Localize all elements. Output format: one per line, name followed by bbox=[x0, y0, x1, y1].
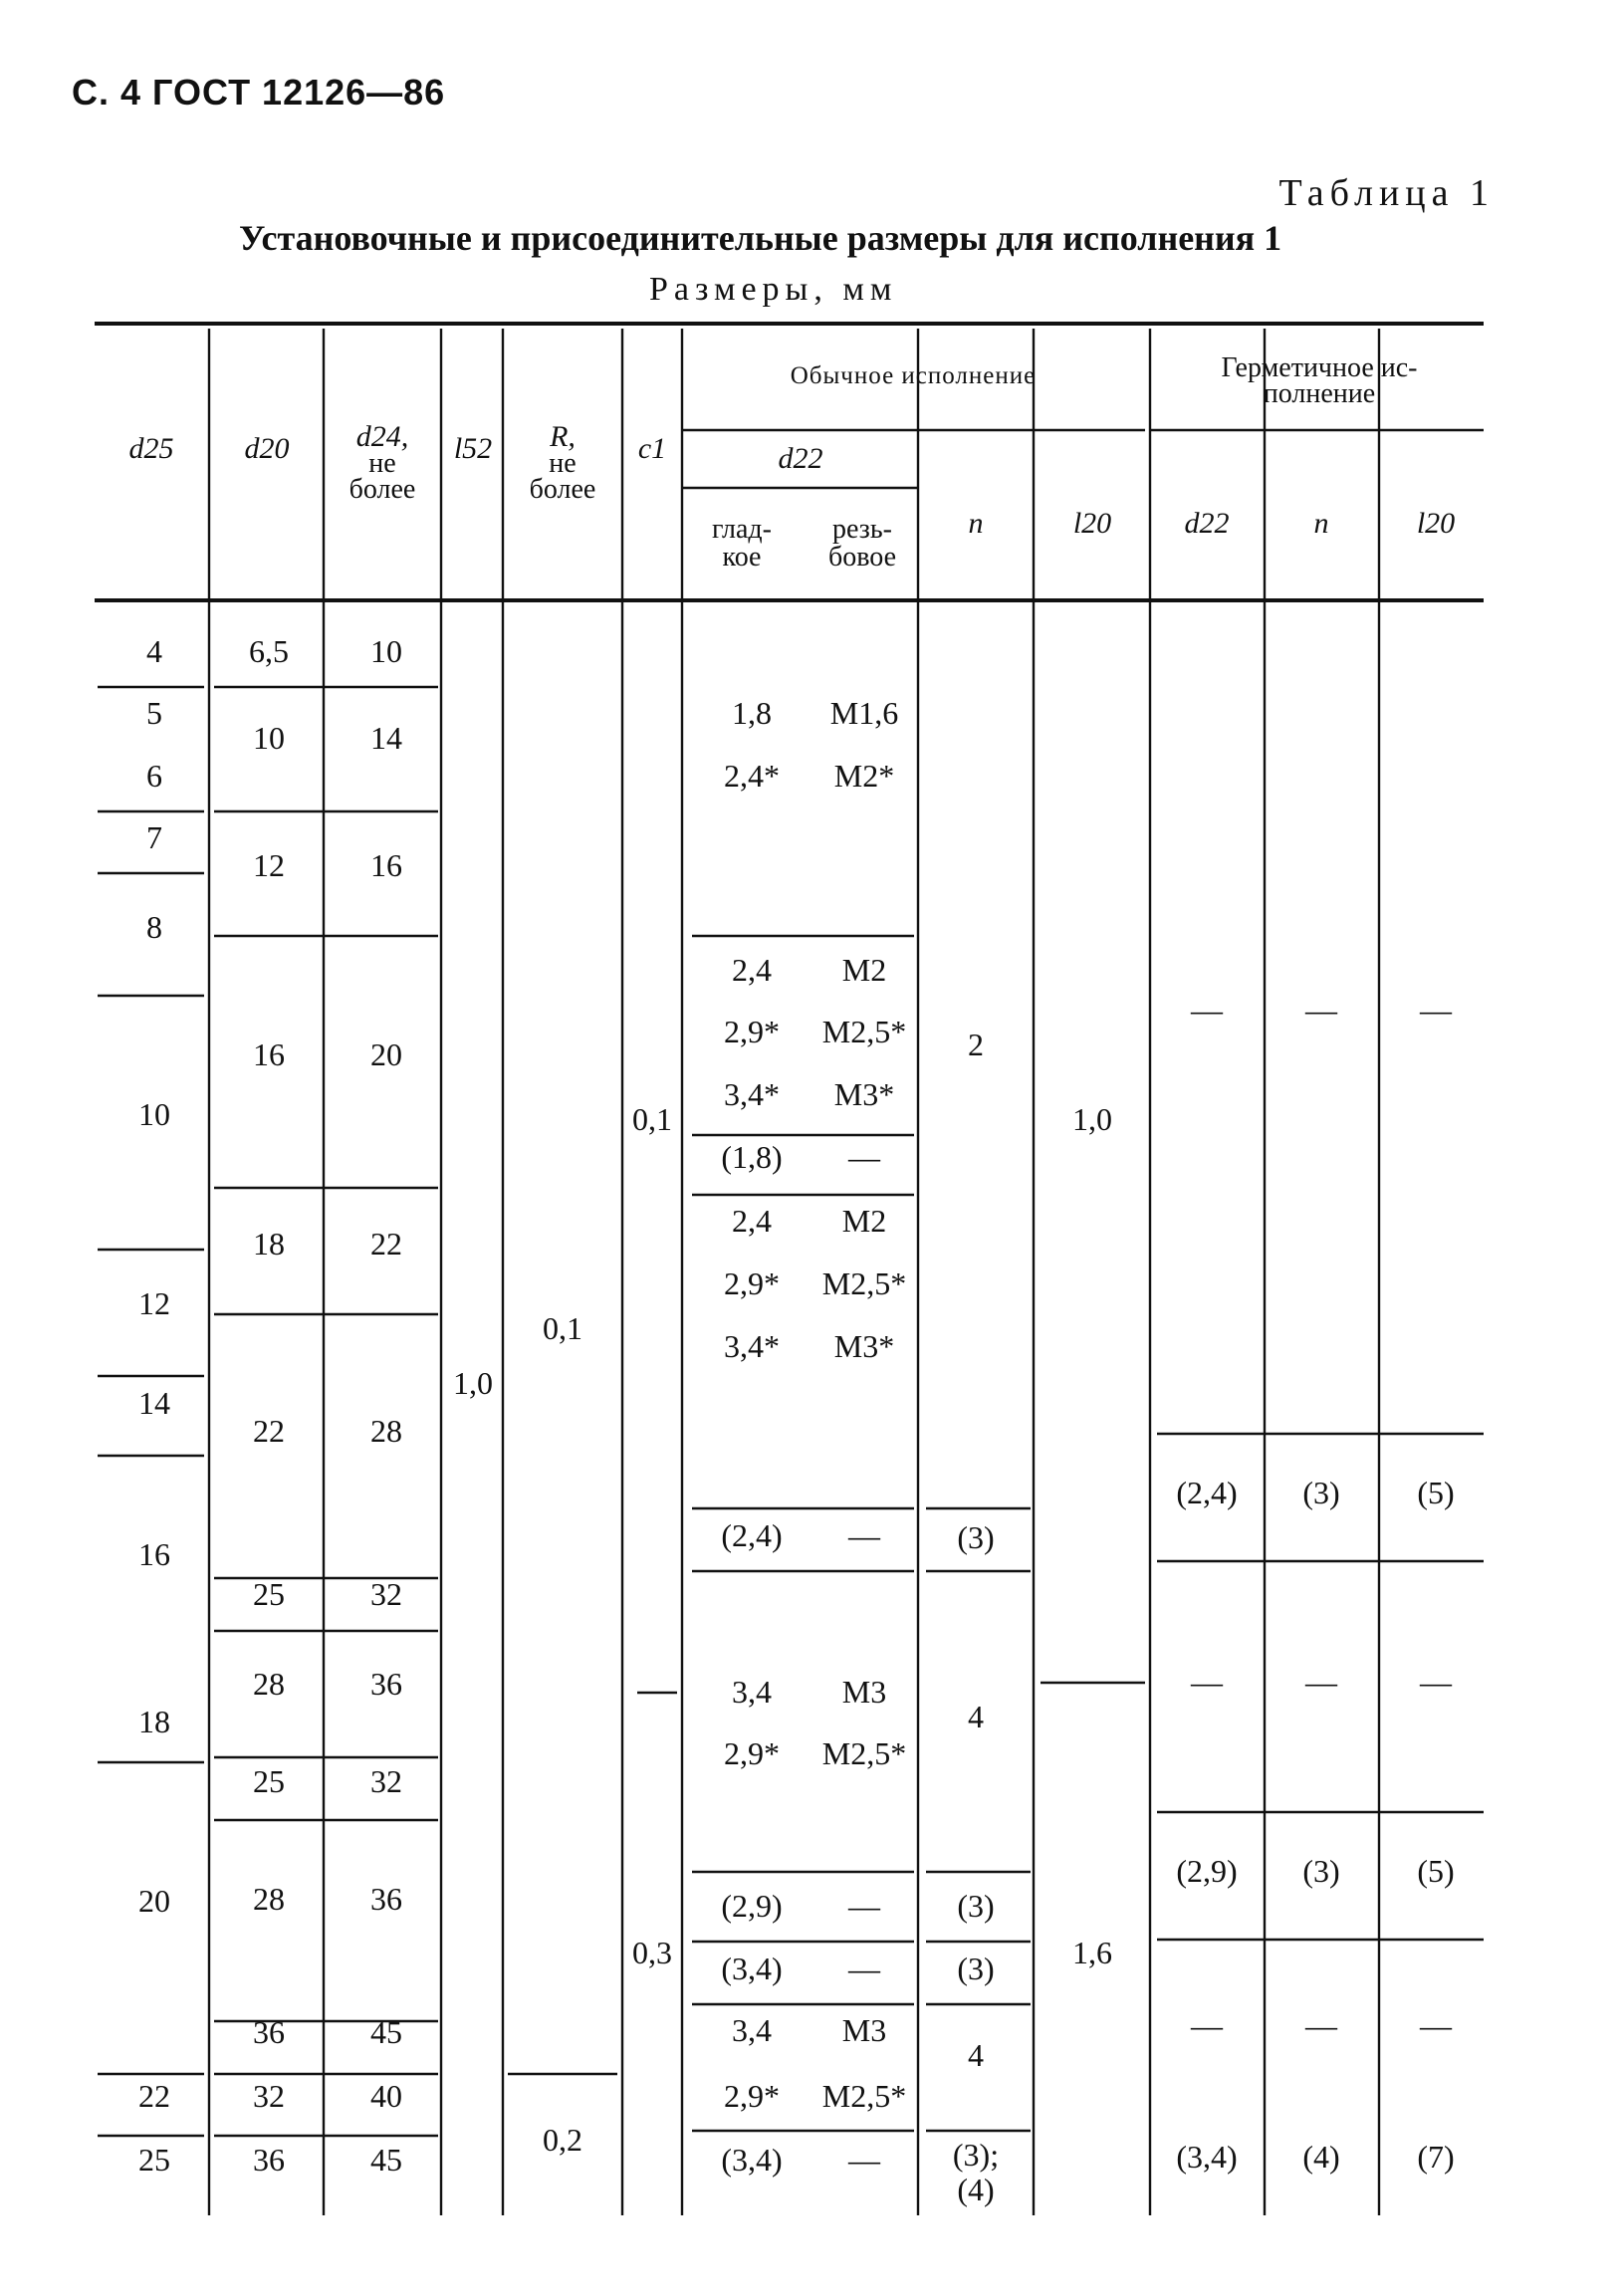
sealed-l20-value: — bbox=[1420, 992, 1452, 1028]
r-value: 0,2 bbox=[543, 2122, 582, 2158]
d25-value: 14 bbox=[138, 1385, 170, 1421]
sealed-n-value: (4) bbox=[1302, 2139, 1340, 2175]
d24-value: 16 bbox=[370, 847, 402, 883]
n-value: (3) bbox=[957, 1951, 995, 1986]
d25-value: 7 bbox=[146, 819, 162, 855]
threaded-d22-value: M2 bbox=[841, 952, 887, 988]
threaded-d22-value: — bbox=[848, 1517, 880, 1553]
d20-value: 25 bbox=[253, 1763, 285, 1799]
n-value: 4 bbox=[968, 1699, 984, 1734]
sealed-l20-value: (7) bbox=[1417, 2139, 1455, 2175]
l52-value: 1,0 bbox=[453, 1365, 493, 1401]
d24-value: 14 bbox=[370, 720, 402, 756]
header-r-note: более bbox=[529, 474, 596, 505]
d25-value: 18 bbox=[138, 1704, 170, 1739]
smooth-d22-value: 3,4 bbox=[732, 2012, 772, 2048]
sealed-l20-value: (5) bbox=[1417, 1475, 1455, 1510]
d24-value: 40 bbox=[370, 2078, 402, 2114]
smooth-d22-value: (3,4) bbox=[721, 1951, 783, 1986]
d24-value: 36 bbox=[370, 1881, 402, 1917]
smooth-d22-value: 2,9* bbox=[724, 1735, 780, 1771]
threaded-d22-value: M1,6 bbox=[829, 695, 899, 731]
table-title: Установочные и присоединительные размеры для исполнения 1 bbox=[239, 218, 1282, 258]
smooth-d22-value: (1,8) bbox=[721, 1139, 783, 1175]
sealed-l20-value: (5) bbox=[1417, 1853, 1455, 1889]
sealed-n-value: — bbox=[1305, 2007, 1337, 2043]
threaded-d22-value: — bbox=[848, 1139, 880, 1175]
header-threaded: резь- bbox=[832, 514, 892, 545]
n-value: (3); bbox=[952, 2137, 1000, 2173]
d20-value: 16 bbox=[253, 1036, 285, 1072]
d20-value: 6,5 bbox=[249, 633, 289, 669]
sealed-n-value: (3) bbox=[1302, 1853, 1340, 1889]
sealed-l20-value: — bbox=[1420, 2007, 1452, 2043]
l20-value: 1,0 bbox=[1072, 1101, 1112, 1137]
threaded-d22-value: M2,5* bbox=[821, 1735, 907, 1771]
sealed-n-value: (3) bbox=[1302, 1475, 1340, 1510]
sealed-l20-value: — bbox=[1420, 1664, 1452, 1700]
units-label: Размеры, мм bbox=[649, 271, 898, 308]
header-d24: d24, bbox=[355, 420, 409, 453]
n-value: 2 bbox=[968, 1027, 984, 1062]
n-value: (3) bbox=[957, 1519, 995, 1555]
threaded-d22-value: — bbox=[848, 1888, 880, 1924]
d20-value: 10 bbox=[253, 720, 285, 756]
threaded-d22-value: M2,5* bbox=[821, 2078, 907, 2114]
sealed-n-value: — bbox=[1305, 1664, 1337, 1700]
threaded-d22-value: — bbox=[848, 1951, 880, 1986]
n-value: 4 bbox=[968, 2037, 984, 2073]
r-value: 0,1 bbox=[543, 1310, 582, 1346]
sealed-n-value: — bbox=[1305, 992, 1337, 1028]
header-l20: l20 bbox=[1072, 507, 1112, 540]
sealed-d22-value: (2,4) bbox=[1176, 1475, 1238, 1510]
header-r-note: не bbox=[549, 448, 577, 479]
header-threaded: бовое bbox=[827, 542, 897, 573]
d20-value: 25 bbox=[253, 1576, 285, 1612]
header-d24-note: не bbox=[368, 448, 396, 479]
header-n: n bbox=[968, 507, 984, 540]
d24-value: 20 bbox=[370, 1036, 402, 1072]
header-d20: d20 bbox=[244, 432, 290, 465]
header-l52: l52 bbox=[453, 432, 493, 465]
smooth-d22-value: 3,4* bbox=[724, 1328, 780, 1364]
header-sealed-n: n bbox=[1313, 507, 1329, 540]
threaded-d22-value: M3* bbox=[833, 1076, 895, 1112]
header-d25: d25 bbox=[128, 432, 174, 465]
d25-value: 6 bbox=[146, 758, 162, 794]
d24-value: 28 bbox=[370, 1413, 402, 1449]
header-sealed-group: полнение bbox=[1263, 378, 1376, 409]
d20-value: 36 bbox=[253, 2142, 285, 2178]
threaded-d22-value: M2 bbox=[841, 1203, 887, 1239]
d24-value: 36 bbox=[370, 1666, 402, 1702]
d20-value: 18 bbox=[253, 1226, 285, 1262]
d24-value: 22 bbox=[370, 1226, 402, 1262]
d20-value: 12 bbox=[253, 847, 285, 883]
threaded-d22-value: M2,5* bbox=[821, 1014, 907, 1049]
smooth-d22-value: 3,4* bbox=[724, 1076, 780, 1112]
d25-value: 22 bbox=[138, 2078, 170, 2114]
smooth-d22-value: (2,9) bbox=[721, 1888, 783, 1924]
table-number: Таблица 1 bbox=[1278, 172, 1495, 214]
d24-value: 45 bbox=[370, 2014, 402, 2050]
threaded-d22-value: M3 bbox=[841, 1674, 887, 1710]
d24-value: 32 bbox=[370, 1763, 402, 1799]
d25-value: 12 bbox=[138, 1285, 170, 1321]
threaded-d22-value: M3* bbox=[833, 1328, 895, 1364]
d20-value: 22 bbox=[253, 1413, 285, 1449]
sealed-d22-value: (2,9) bbox=[1176, 1853, 1238, 1889]
table-rules bbox=[95, 324, 1484, 2215]
d20-value: 32 bbox=[253, 2078, 285, 2114]
c1-value: 0,1 bbox=[632, 1101, 672, 1137]
d25-value: 10 bbox=[138, 1096, 170, 1132]
smooth-d22-value: 2,9* bbox=[724, 1014, 780, 1049]
d25-value: 16 bbox=[138, 1536, 170, 1572]
n-value: (3) bbox=[957, 1888, 995, 1924]
header-sealed-group: Герметичное ис- bbox=[1221, 352, 1418, 383]
smooth-d22-value: 2,9* bbox=[724, 2078, 780, 2114]
header-smooth: глад- bbox=[711, 514, 773, 545]
sealed-d22-value: — bbox=[1191, 2007, 1223, 2043]
smooth-d22-value: 2,4 bbox=[732, 952, 772, 988]
sealed-d22-value: — bbox=[1191, 992, 1223, 1028]
smooth-d22-value: 2,4* bbox=[724, 758, 780, 794]
d24-value: 45 bbox=[370, 2142, 402, 2178]
threaded-d22-value: M2* bbox=[833, 758, 895, 794]
d24-value: 32 bbox=[370, 1576, 402, 1612]
l20-value: 1,6 bbox=[1072, 1935, 1112, 1970]
d25-value: 20 bbox=[138, 1883, 170, 1919]
page-header: С. 4 ГОСТ 12126—86 bbox=[72, 72, 446, 113]
c1-value: 0,3 bbox=[632, 1935, 672, 1970]
d20-value: 36 bbox=[253, 2014, 285, 2050]
d24-value: 10 bbox=[370, 633, 402, 669]
header-d22: d22 bbox=[778, 442, 823, 475]
n-value: (4) bbox=[957, 2172, 995, 2207]
threaded-d22-value: M2,5* bbox=[821, 1265, 907, 1301]
threaded-d22-value: M3 bbox=[841, 2012, 887, 2048]
threaded-d22-value: — bbox=[848, 2142, 880, 2178]
header-smooth: кое bbox=[722, 542, 762, 573]
header-c1: c1 bbox=[637, 432, 667, 465]
smooth-d22-value: 1,8 bbox=[732, 695, 772, 731]
d25-value: 4 bbox=[146, 633, 162, 669]
header-r: R, bbox=[550, 420, 576, 453]
d25-value: 25 bbox=[138, 2142, 170, 2178]
d25-value: 5 bbox=[146, 695, 162, 731]
d20-value: 28 bbox=[253, 1666, 285, 1702]
header-sealed-d22: d22 bbox=[1184, 507, 1230, 540]
header-d24-note: более bbox=[348, 474, 416, 505]
d20-value: 28 bbox=[253, 1881, 285, 1917]
smooth-d22-value: 3,4 bbox=[732, 1674, 772, 1710]
d25-value: 8 bbox=[146, 909, 162, 945]
smooth-d22-value: 2,9* bbox=[724, 1265, 780, 1301]
header-sealed-l20: l20 bbox=[1416, 507, 1456, 540]
smooth-d22-value: 2,4 bbox=[732, 1203, 772, 1239]
smooth-d22-value: (3,4) bbox=[721, 2142, 783, 2178]
table-texts bbox=[129, 352, 1456, 2207]
smooth-d22-value: (2,4) bbox=[721, 1517, 783, 1553]
sealed-d22-value: — bbox=[1191, 1664, 1223, 1700]
sealed-d22-value: (3,4) bbox=[1176, 2139, 1238, 2175]
header-regular-group: Обычное исполнение bbox=[790, 362, 1037, 389]
